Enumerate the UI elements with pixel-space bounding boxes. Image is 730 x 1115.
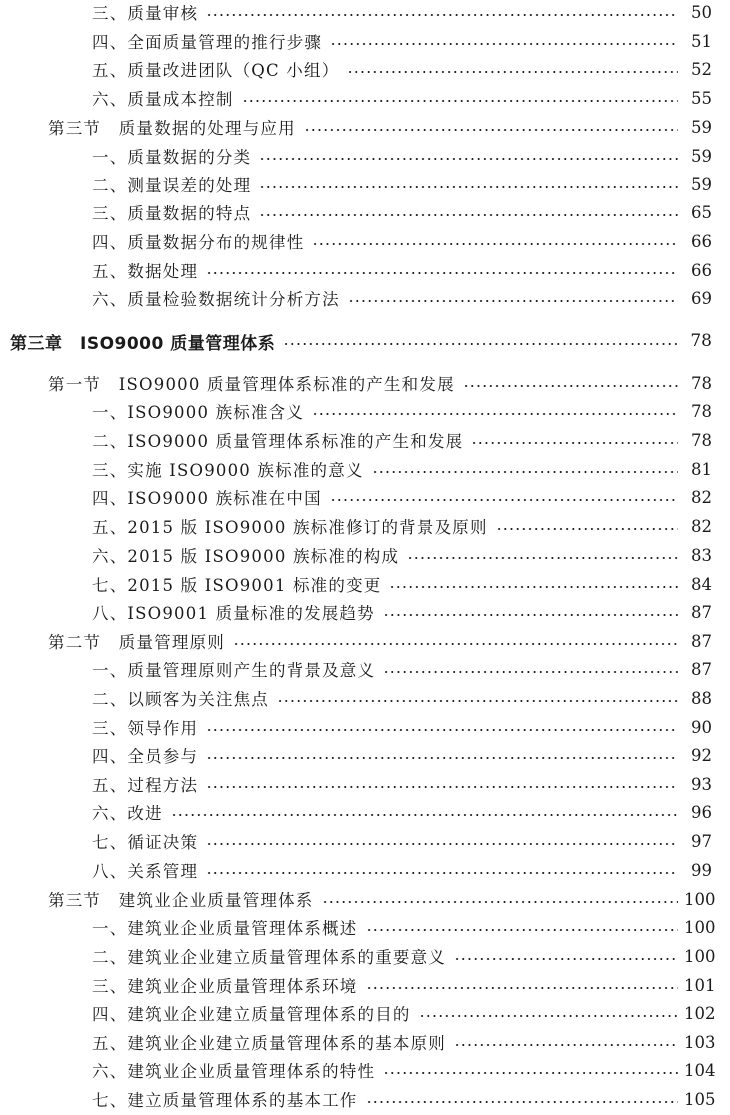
dot-leader [242,100,678,102]
toc-section[interactable] [0,885,730,914]
toc-item[interactable] [0,170,730,199]
toc-entry-title: 五、质量改进团队（QC 小组） [0,57,347,81]
toc-page-number: 92 [691,745,712,765]
dot-leader [389,586,678,588]
toc-page-number: 69 [691,288,712,308]
toc-item[interactable] [0,971,730,1000]
dot-leader [304,129,678,131]
toc-page-number: 100 [684,889,716,909]
toc-item[interactable] [0,570,730,599]
toc-page-number: 81 [691,459,712,479]
dot-leader [259,214,678,216]
toc-item[interactable] [0,55,730,84]
toc-entry-title: 第三节 建筑业企业质量管理体系 [0,887,322,911]
dot-leader [463,385,678,387]
toc-page-number: 88 [691,688,712,708]
toc-entry-title: 第一节 ISO9000 质量管理体系标准的产生和发展 [0,371,463,395]
dot-leader [383,614,678,616]
toc-entry-title: 五、数据处理 [0,258,206,282]
toc-page-number: 82 [691,487,712,507]
toc-page-number: 66 [691,231,712,251]
toc-page-number: 87 [691,659,712,679]
toc-item[interactable] [0,713,730,742]
toc-page-number: 50 [691,2,712,22]
toc-item[interactable] [0,0,730,27]
toc-item[interactable] [0,426,730,455]
toc-entry-title: 七、2015 版 ISO9001 标准的变更 [0,572,389,596]
dot-leader [171,814,678,816]
toc-item[interactable] [0,541,730,570]
toc-item[interactable] [0,655,730,684]
dot-leader [233,643,678,645]
dot-leader [383,1072,678,1074]
toc-page-number: 101 [684,975,716,995]
dot-leader [471,442,678,444]
toc-page-number: 100 [684,946,716,966]
toc-item[interactable] [0,856,730,885]
toc-page-number: 78 [691,373,712,393]
toc-item[interactable] [0,198,730,227]
toc-entry-title: 三、建筑业企业质量管理体系环境 [0,973,366,997]
toc-entry-title: 六、质量成本控制 [0,86,242,110]
dot-leader [496,528,678,530]
toc-page-number: 87 [691,602,712,622]
toc-entry-title: 四、全面质量管理的推行步骤 [0,29,330,53]
toc-entry-title: 三、领导作用 [0,715,206,739]
dot-leader [259,158,678,160]
toc-page-number: 78 [691,430,712,450]
dot-leader [383,671,678,673]
toc-item[interactable] [0,27,730,56]
dot-leader [366,1101,679,1103]
dot-leader [366,987,679,989]
dot-leader [206,757,678,759]
toc-entry-title: 八、关系管理 [0,858,206,882]
dot-leader [330,43,678,45]
toc-entry-title: 三、实施 ISO9000 族标准的意义 [0,457,372,481]
dot-leader [206,786,678,788]
toc-item[interactable] [0,397,730,426]
toc-page-number: 52 [691,59,712,79]
toc-page-number: 102 [684,1003,716,1023]
toc-item[interactable] [0,84,730,113]
toc-entry-title: 二、建筑业企业建立质量管理体系的重要意义 [0,944,454,968]
toc-page-number: 55 [691,88,712,108]
toc-item[interactable] [0,942,730,971]
toc-item[interactable] [0,770,730,799]
dot-leader [372,471,678,473]
toc-page-number: 78 [690,331,712,352]
toc-entry-title: 六、改进 [0,800,171,824]
toc-item[interactable] [0,798,730,827]
toc-entry-title: 五、2015 版 ISO9000 族标准修订的背景及原则 [0,514,496,538]
toc-entry-title: 三、质量审核 [0,0,206,24]
toc-item[interactable] [0,512,730,541]
dot-leader [407,557,678,559]
dot-leader [348,300,678,302]
toc-entry-title: 二、ISO9000 质量管理体系标准的产生和发展 [0,428,471,452]
toc-page-number: 87 [691,631,712,651]
toc-page-number: 59 [691,174,712,194]
toc-item[interactable] [0,142,730,171]
toc-page-number: 97 [691,831,712,851]
toc-item[interactable] [0,455,730,484]
dot-leader [454,1044,678,1046]
toc-page-number: 82 [691,516,712,536]
toc-page-number: 99 [691,860,712,880]
dot-leader [259,186,678,188]
toc-entry-title: 五、过程方法 [0,772,206,796]
toc-entry-title: 六、2015 版 ISO9000 族标准的构成 [0,543,407,567]
toc-item[interactable] [0,598,730,627]
dot-leader [419,1015,678,1017]
dot-leader [206,872,678,874]
toc-page-number: 103 [684,1032,716,1052]
toc-page-number: 66 [691,260,712,280]
toc-entry-title: 二、测量误差的处理 [0,172,259,196]
dot-leader [277,700,678,702]
dot-leader [330,499,678,501]
toc-entry-title: 一、质量数据的分类 [0,144,259,168]
toc-page-number: 59 [691,146,712,166]
toc-item[interactable] [0,827,730,856]
toc-entry-title: 一、质量管理原则产生的背景及意义 [0,657,383,681]
toc-entry-title: 四、质量数据分布的规律性 [0,229,312,253]
dot-leader [322,901,679,903]
toc-entry-title: 四、建筑业企业建立质量管理体系的目的 [0,1001,419,1025]
dot-leader [347,71,678,73]
dot-leader [366,929,679,931]
toc-item[interactable] [0,1028,730,1057]
toc-item[interactable] [0,1085,730,1114]
toc-entry-title: 六、建筑业企业质量管理体系的特性 [0,1058,383,1082]
toc-entry-title: 七、循证决策 [0,829,206,853]
toc-item[interactable] [0,741,730,770]
toc-entry-title: 一、建筑业企业质量管理体系概述 [0,915,366,939]
toc-item[interactable] [0,284,730,313]
toc-page-number: 90 [691,717,712,737]
toc-page-number: 104 [684,1060,716,1080]
toc-page-number: 105 [684,1089,716,1109]
toc-page-number: 96 [691,802,712,822]
toc-entry-title: 六、质量检验数据统计分析方法 [0,286,348,310]
toc-entry-title: 四、ISO9000 族标准在中国 [0,485,330,509]
toc-entry-title: 七、建立质量管理体系的基本工作 [0,1087,366,1111]
toc-item[interactable] [0,684,730,713]
toc-entry-title: 五、建筑业企业建立质量管理体系的基本原则 [0,1030,454,1054]
toc-item[interactable] [0,256,730,285]
toc-item[interactable] [0,999,730,1028]
toc-entry-title: 八、ISO9001 质量标准的发展趋势 [0,600,383,624]
toc-item[interactable] [0,1056,730,1085]
toc-item[interactable] [0,483,730,512]
toc-item[interactable] [0,227,730,256]
toc-entry-title: 第二节 质量管理原则 [0,629,233,653]
toc-section[interactable] [0,113,730,142]
toc-item[interactable] [0,913,730,942]
toc-entry-title: 二、以顾客为关注焦点 [0,686,277,710]
dot-leader [206,843,678,845]
dot-leader [454,958,678,960]
toc-entry-title: 三、质量数据的特点 [0,200,259,224]
toc-page-number: 84 [691,574,712,594]
dot-leader [206,272,678,274]
dot-leader [283,343,678,345]
dot-leader [206,14,678,16]
toc-page-number: 78 [691,401,712,421]
dot-leader [312,243,678,245]
dot-leader [206,729,678,731]
toc-section[interactable] [0,369,730,398]
toc-page-number: 100 [684,917,716,937]
toc-entry-title: 第三节 质量数据的处理与应用 [0,115,304,139]
toc-chapter[interactable] [0,327,730,356]
toc-page-number: 51 [691,31,712,51]
dot-leader [312,413,678,415]
toc-entry-title: 一、ISO9000 族标准含义 [0,399,312,423]
toc-section[interactable] [0,627,730,656]
toc-entry-title: 第三章 ISO9000 质量管理体系 [0,329,283,354]
toc-page-number: 93 [691,774,712,794]
toc-page-number: 59 [691,117,712,137]
toc-entry-title: 四、全员参与 [0,743,206,767]
toc-page-number: 83 [691,545,712,565]
toc-page-number: 65 [691,202,712,222]
